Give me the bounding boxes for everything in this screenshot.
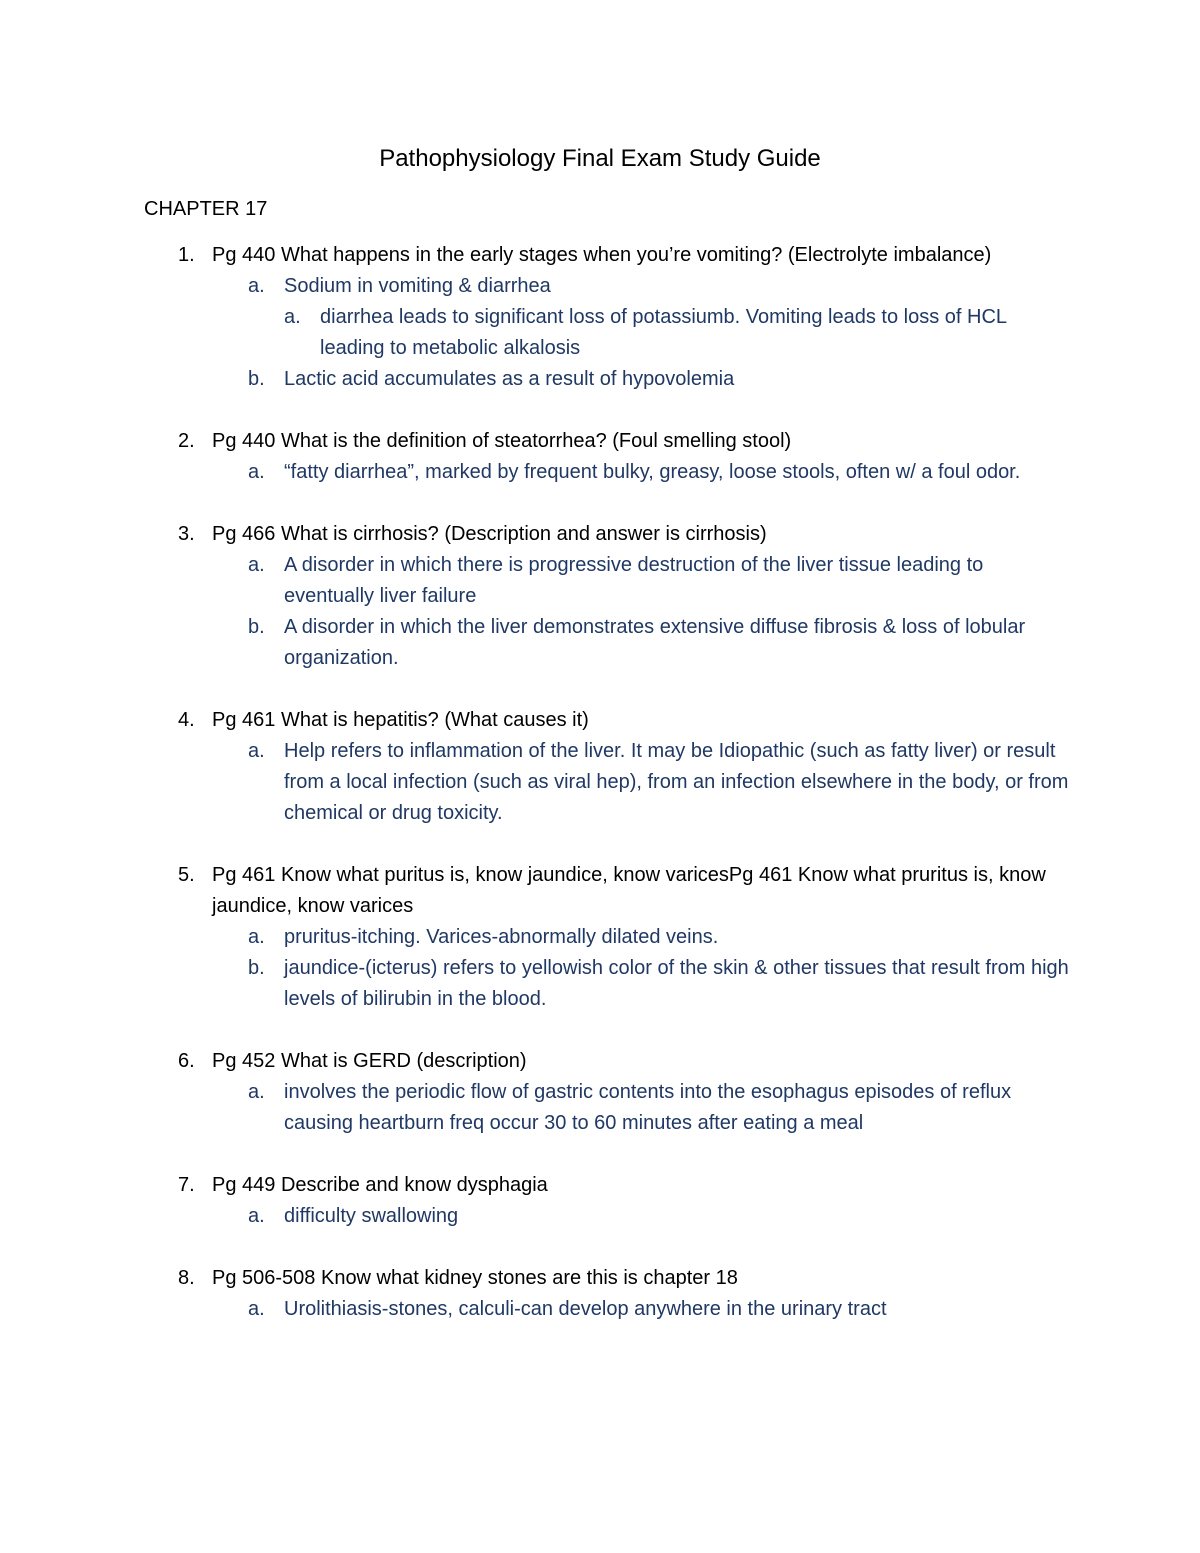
answer-text: A disorder in which there is progressive destruction of the liver tissue leading to eventually liver failure bbox=[284, 554, 984, 607]
question-list bbox=[144, 240, 1074, 1356]
answer-item bbox=[212, 736, 1074, 829]
answer-item bbox=[212, 457, 1074, 488]
answer-item bbox=[212, 953, 1074, 1015]
question-item bbox=[144, 519, 1074, 674]
question-text: Pg 452 What is GERD (description) bbox=[212, 1050, 527, 1072]
answer-list bbox=[212, 271, 1074, 395]
answer-label: a. bbox=[248, 554, 265, 576]
answer-item bbox=[212, 550, 1074, 612]
question-item bbox=[144, 705, 1074, 829]
question-item bbox=[144, 860, 1074, 1015]
question-item bbox=[144, 240, 1074, 395]
answer-label: b. bbox=[248, 957, 265, 979]
answer-list bbox=[212, 457, 1074, 488]
page-title: Pathophysiology Final Exam Study Guide bbox=[379, 145, 821, 172]
question-text: Pg 466 What is cirrhosis? (Description and answer is cirrhosis) bbox=[212, 523, 767, 545]
question-number: 8. bbox=[178, 1267, 195, 1289]
answer-list bbox=[212, 1201, 1074, 1232]
question-item bbox=[144, 1046, 1074, 1139]
answer-item bbox=[212, 271, 1074, 364]
answer-text: pruritus-itching. Varices-abnormally dilated veins. bbox=[284, 926, 719, 948]
question-number: 2. bbox=[178, 430, 195, 452]
answer-list bbox=[212, 1294, 1074, 1325]
answer-list bbox=[212, 1077, 1074, 1139]
answer-text: Lactic acid accumulates as a result of hypovolemia bbox=[284, 368, 735, 390]
question-text: Pg 449 Describe and know dysphagia bbox=[212, 1174, 548, 1196]
answer-list bbox=[212, 736, 1074, 829]
question-text: Pg 440 What happens in the early stages when you’re vomiting? (Electrolyte imbalance) bbox=[212, 244, 992, 266]
answer-item bbox=[212, 1294, 1074, 1325]
question-number: 4. bbox=[178, 709, 195, 731]
answer-label: a. bbox=[248, 461, 265, 483]
answer-text: Sodium in vomiting & diarrhea bbox=[284, 275, 551, 297]
answer-list bbox=[212, 922, 1074, 1015]
answer-label: a. bbox=[248, 926, 265, 948]
answer-item bbox=[212, 364, 1074, 395]
answer-text: A disorder in which the liver demonstrates extensive diffuse fibrosis & loss of lobular organization. bbox=[284, 616, 1026, 669]
sub-answer-item bbox=[284, 302, 1074, 364]
answer-item bbox=[212, 1077, 1074, 1139]
chapter-heading: CHAPTER 17 bbox=[144, 198, 268, 220]
answer-text: involves the periodic flow of gastric contents into the esophagus episodes of reflux causing heartburn freq occur 30 to 60 minutes after eating a meal bbox=[284, 1081, 1012, 1134]
question-item bbox=[144, 1170, 1074, 1232]
answer-text: difficulty swallowing bbox=[284, 1205, 459, 1227]
answer-label: a. bbox=[248, 740, 265, 762]
answer-label: b. bbox=[248, 616, 265, 638]
question-text: Pg 461 Know what puritus is, know jaundice, know varicesPg 461 Know what pruritus is, know jaundice, know varices bbox=[212, 864, 1046, 917]
answer-label: b. bbox=[248, 368, 265, 390]
sub-answer-label: a. bbox=[284, 306, 301, 328]
answer-text: Urolithiasis-stones, calculi-can develop anywhere in the urinary tract bbox=[284, 1298, 887, 1320]
question-item bbox=[144, 426, 1074, 488]
answer-item bbox=[212, 922, 1074, 953]
answer-list bbox=[212, 550, 1074, 674]
question-number: 1. bbox=[178, 244, 195, 266]
question-number: 3. bbox=[178, 523, 195, 545]
answer-label: a. bbox=[248, 1081, 265, 1103]
answer-item bbox=[212, 612, 1074, 674]
answer-label: a. bbox=[248, 1205, 265, 1227]
answer-label: a. bbox=[248, 275, 265, 297]
question-number: 6. bbox=[178, 1050, 195, 1072]
question-text: Pg 461 What is hepatitis? (What causes it) bbox=[212, 709, 589, 731]
question-text: Pg 440 What is the definition of steatorrhea? (Foul smelling stool) bbox=[212, 430, 792, 452]
question-number: 5. bbox=[178, 864, 195, 886]
question-item bbox=[144, 1263, 1074, 1325]
answer-item bbox=[212, 1201, 1074, 1232]
answer-text: “fatty diarrhea”, marked by frequent bulky, greasy, loose stools, often w/ a foul odor. bbox=[284, 461, 1021, 483]
sub-answer-list bbox=[284, 302, 1074, 364]
answer-text: Help refers to inflammation of the liver. It may be Idiopathic (such as fatty liver) or result from a local infection (such as viral hep), from an infection elsewhere in the body, or from chemical or drug toxicity. bbox=[284, 740, 1069, 824]
question-number: 7. bbox=[178, 1174, 195, 1196]
answer-label: a. bbox=[248, 1298, 265, 1320]
answer-text: jaundice-(icterus) refers to yellowish color of the skin & other tissues that result from high levels of bilirubin in the blood. bbox=[284, 957, 1069, 1010]
sub-answer-text: diarrhea leads to significant loss of potassiumb. Vomiting leads to loss of HCL leading to metabolic alkalosis bbox=[320, 306, 1007, 359]
question-text: Pg 506-508 Know what kidney stones are this is chapter 18 bbox=[212, 1267, 738, 1289]
